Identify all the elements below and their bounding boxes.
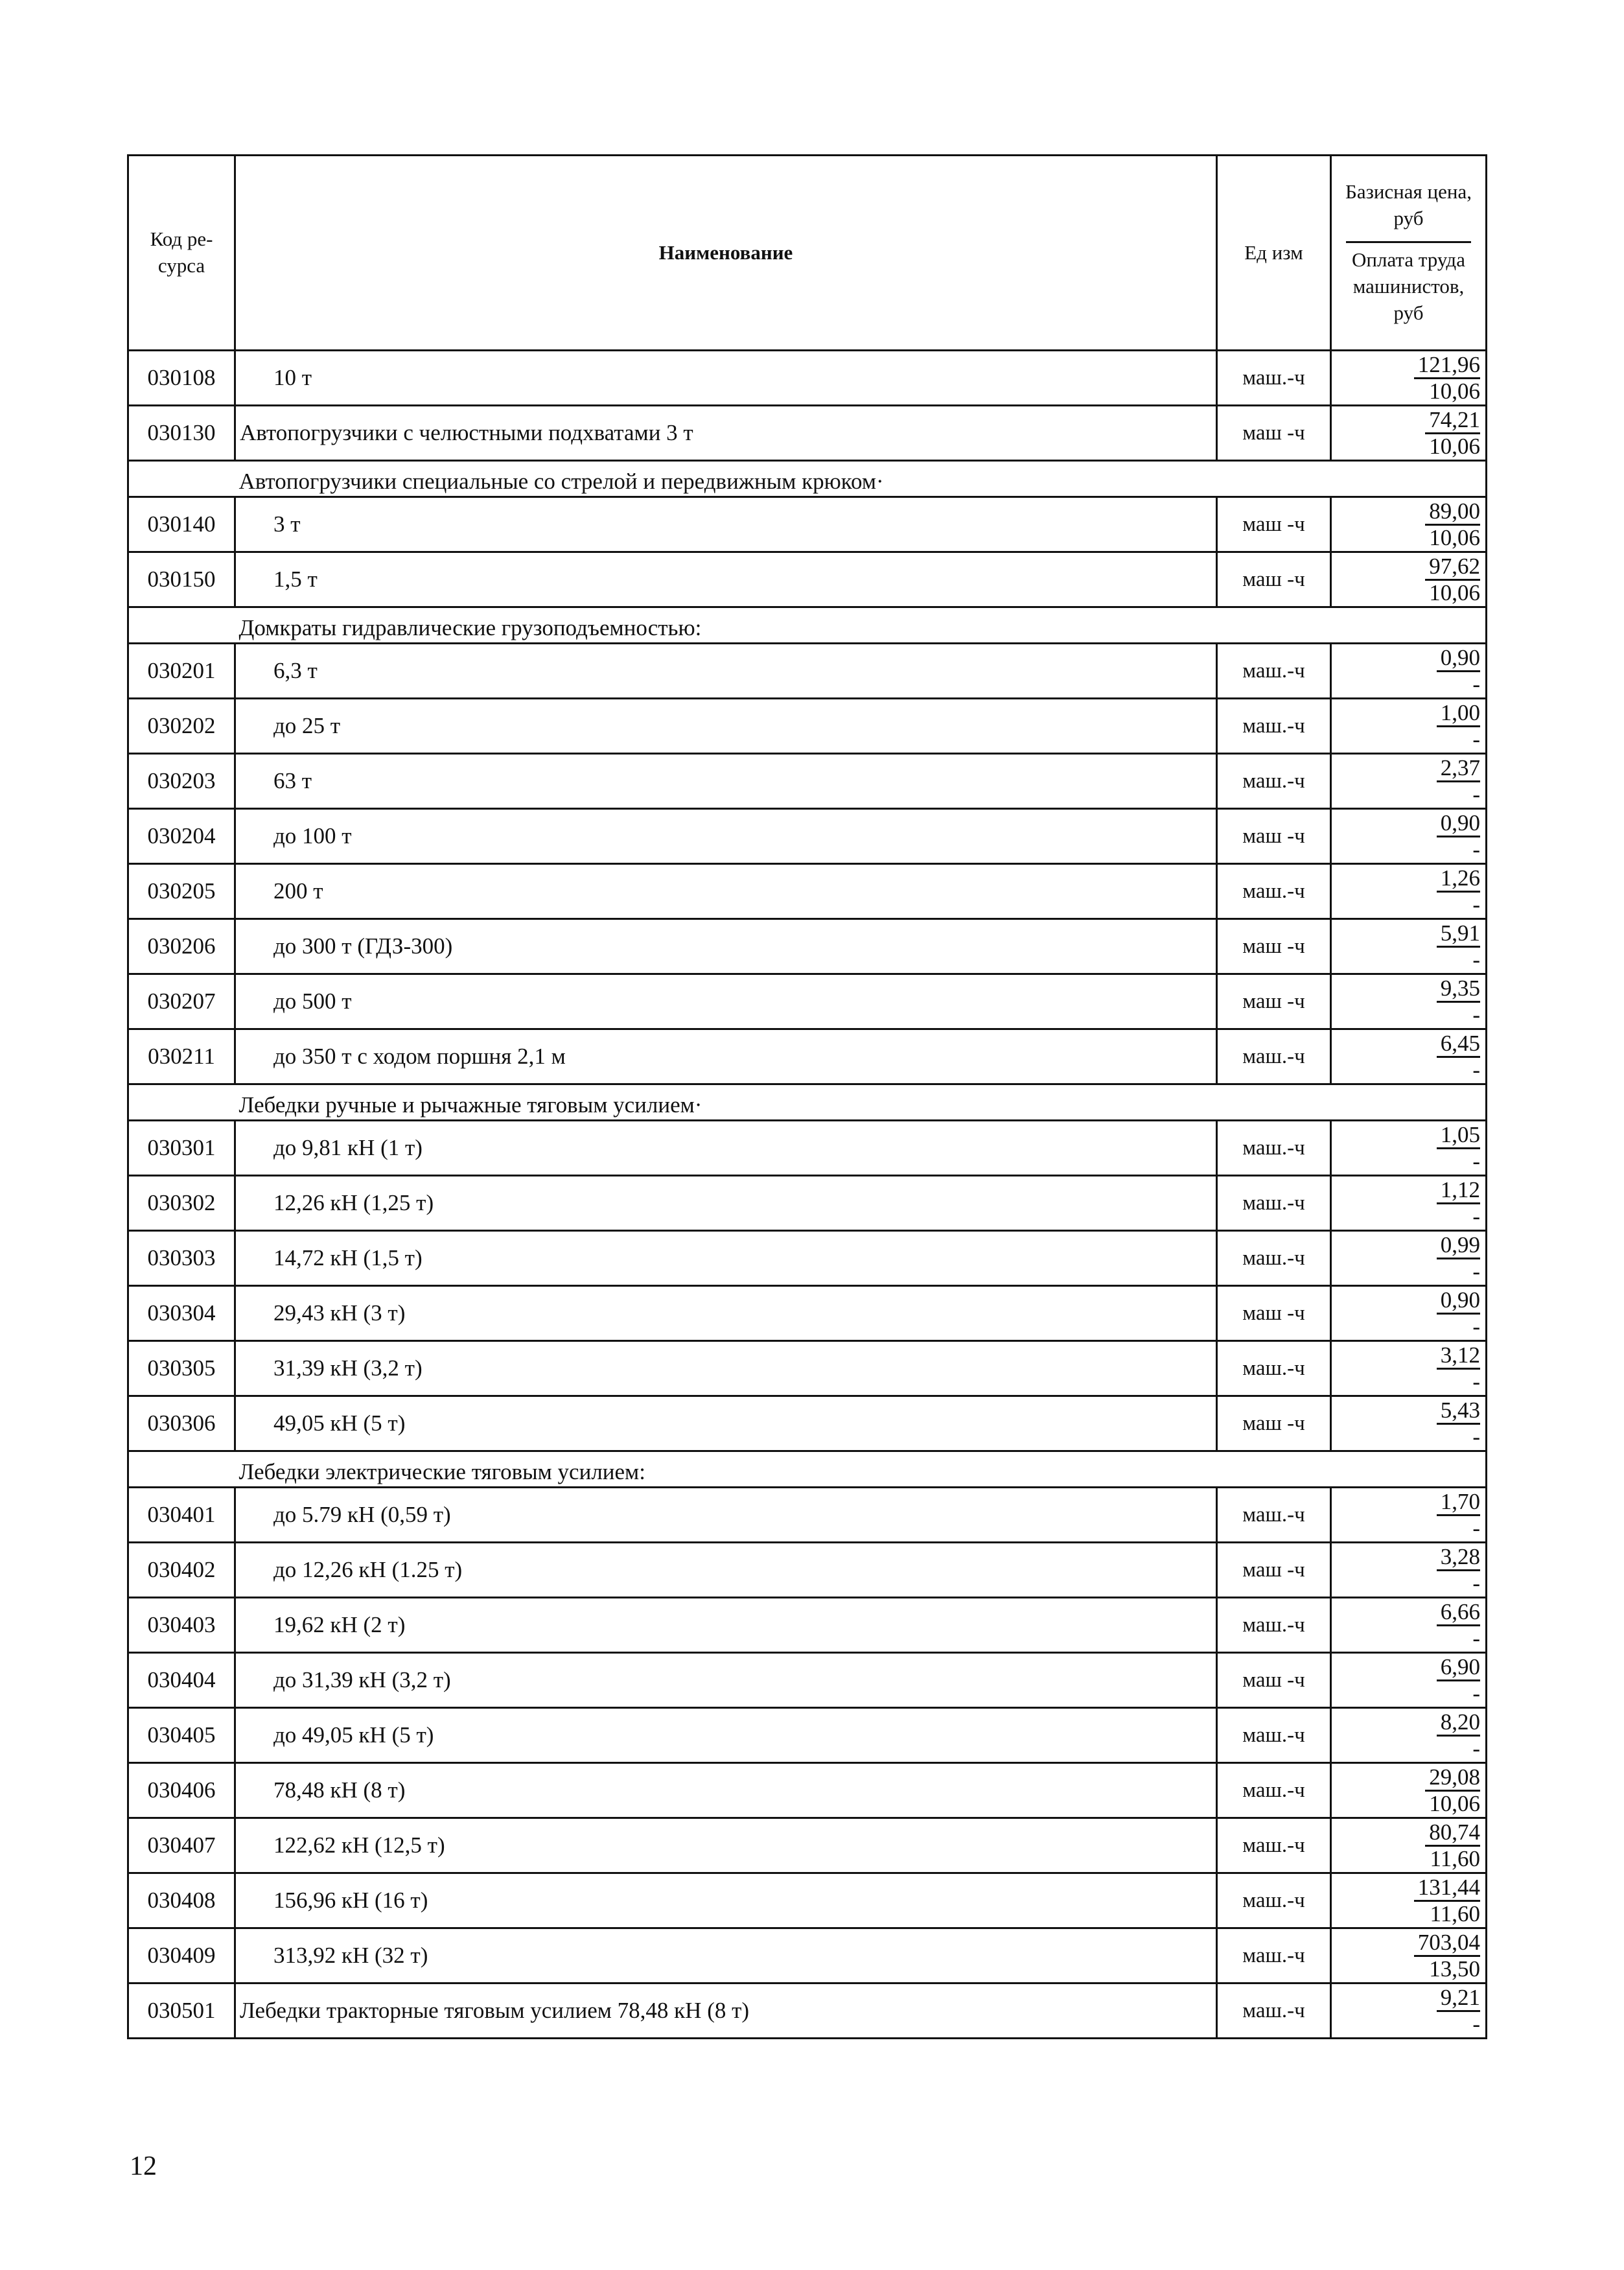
unit-of-measure: маш.-ч — [1217, 1231, 1331, 1286]
resource-price-table — [127, 154, 1487, 2039]
unit-of-measure: маш -ч — [1217, 1653, 1331, 1708]
table-row — [128, 1653, 1487, 1708]
unit-of-measure: маш -ч — [1217, 1543, 1331, 1598]
resource-code: 030108 — [128, 351, 235, 406]
resource-code: 030401 — [128, 1488, 235, 1543]
price-cell — [1331, 974, 1487, 1029]
base-price: 74,21 — [1425, 408, 1480, 434]
resource-code: 030205 — [128, 864, 235, 919]
base-price: 8,20 — [1437, 1710, 1480, 1737]
unit-of-measure: маш.-ч — [1217, 1928, 1331, 1983]
operator-labor-cost: - — [1472, 1148, 1480, 1174]
table-row — [128, 1029, 1487, 1084]
resource-name: 63 т — [235, 754, 1217, 809]
unit-of-measure: маш.-ч — [1217, 1176, 1331, 1231]
resource-code: 030409 — [128, 1928, 235, 1983]
unit-of-measure: маш.-ч — [1217, 1029, 1331, 1084]
resource-code: 030204 — [128, 809, 235, 864]
page-number: 12 — [130, 2151, 157, 2181]
resource-code: 030140 — [128, 497, 235, 552]
resource-code: 030207 — [128, 974, 235, 1029]
base-price: 6,90 — [1437, 1655, 1480, 1681]
unit-of-measure: маш.-ч — [1217, 1983, 1331, 2039]
operator-labor-cost: - — [1472, 1625, 1480, 1651]
resource-code: 030501 — [128, 1983, 235, 2039]
operator-labor-cost: - — [1472, 1001, 1480, 1027]
resource-code: 030407 — [128, 1818, 235, 1873]
resource-code: 030303 — [128, 1231, 235, 1286]
resource-code: 030211 — [128, 1029, 235, 1084]
operator-labor-cost: - — [1472, 726, 1480, 752]
table-row — [128, 1708, 1487, 1763]
base-price: 89,00 — [1425, 499, 1480, 526]
unit-of-measure: маш.-ч — [1217, 351, 1331, 406]
group-code-cell — [128, 1084, 235, 1121]
resource-name: Автопогрузчики с челюстными подхватами 3 т — [235, 406, 1217, 461]
resource-code: 030408 — [128, 1873, 235, 1928]
price-cell — [1331, 1598, 1487, 1653]
price-cell — [1331, 1176, 1487, 1231]
operator-labor-cost: 10,06 — [1429, 524, 1480, 550]
price-cell — [1331, 1341, 1487, 1396]
resource-name: 14,72 кН (1,5 т) — [235, 1231, 1217, 1286]
operator-labor-cost: - — [1472, 1735, 1480, 1761]
table-row — [128, 1286, 1487, 1341]
operator-labor-cost: 11,60 — [1430, 1845, 1480, 1871]
resource-name: 29,43 кН (3 т) — [235, 1286, 1217, 1341]
resource-code: 030201 — [128, 644, 235, 699]
group-header-row — [128, 1084, 1487, 1121]
unit-of-measure: маш -ч — [1217, 1396, 1331, 1451]
group-title: Домкраты гидравлические грузоподъемностью: — [235, 607, 1487, 644]
price-cell — [1331, 809, 1487, 864]
group-title: Лебедки ручные и рычажные тяговым усилием· — [235, 1084, 1487, 1121]
group-header-row — [128, 607, 1487, 644]
price-cell — [1331, 1231, 1487, 1286]
base-price: 6,45 — [1437, 1031, 1480, 1058]
header-operator-pay: Оплата труда машинистов, руб — [1352, 248, 1465, 324]
table-row — [128, 1543, 1487, 1598]
resource-code: 030302 — [128, 1176, 235, 1231]
unit-of-measure: маш.-ч — [1217, 644, 1331, 699]
operator-labor-cost: - — [1472, 671, 1480, 697]
operator-labor-cost: - — [1472, 1368, 1480, 1394]
unit-of-measure: маш.-ч — [1217, 1488, 1331, 1543]
unit-of-measure: маш -ч — [1217, 406, 1331, 461]
table-row — [128, 1928, 1487, 1983]
unit-of-measure: маш.-ч — [1217, 754, 1331, 809]
base-price: 1,05 — [1437, 1123, 1480, 1149]
group-code-cell — [128, 461, 235, 497]
unit-of-measure: маш.-ч — [1217, 1121, 1331, 1176]
price-cell — [1331, 1029, 1487, 1084]
base-price: 131,44 — [1414, 1875, 1480, 1902]
base-price: 0,90 — [1437, 1288, 1480, 1315]
resource-name: до 31,39 кН (3,2 т) — [235, 1653, 1217, 1708]
price-cell — [1331, 1928, 1487, 1983]
operator-labor-cost: 11,60 — [1430, 1901, 1480, 1926]
price-cell — [1331, 1653, 1487, 1708]
table-row — [128, 1341, 1487, 1396]
table-row — [128, 699, 1487, 754]
operator-labor-cost: 13,50 — [1429, 1956, 1480, 1982]
resource-name: Лебедки тракторные тяговым усилием 78,48 кН (8 т) — [235, 1983, 1217, 2039]
resource-name: 3 т — [235, 497, 1217, 552]
price-cell — [1331, 406, 1487, 461]
price-cell — [1331, 1763, 1487, 1818]
price-cell — [1331, 1983, 1487, 2039]
resource-name: до 300 т (ГДЗ-300) — [235, 919, 1217, 974]
operator-labor-cost: - — [1472, 1313, 1480, 1339]
resource-name: 12,26 кН (1,25 т) — [235, 1176, 1217, 1231]
header-unit: Ед изм — [1217, 156, 1331, 351]
base-price: 0,90 — [1437, 646, 1480, 672]
table-row — [128, 1598, 1487, 1653]
table-row — [128, 1818, 1487, 1873]
base-price: 80,74 — [1425, 1820, 1480, 1847]
unit-of-measure: маш.-ч — [1217, 1873, 1331, 1928]
unit-of-measure: маш -ч — [1217, 809, 1331, 864]
resource-name: 10 т — [235, 351, 1217, 406]
group-header-row — [128, 461, 1487, 497]
base-price: 5,43 — [1437, 1398, 1480, 1425]
table-row — [128, 351, 1487, 406]
table-row — [128, 864, 1487, 919]
operator-labor-cost: - — [1472, 1515, 1480, 1541]
base-price: 1,12 — [1437, 1178, 1480, 1204]
base-price: 1,00 — [1437, 701, 1480, 727]
operator-labor-cost: - — [1472, 781, 1480, 807]
resource-name: до 12,26 кН (1.25 т) — [235, 1543, 1217, 1598]
resource-code: 030206 — [128, 919, 235, 974]
table-row — [128, 1488, 1487, 1543]
unit-of-measure: маш -ч — [1217, 974, 1331, 1029]
resource-name: 49,05 кН (5 т) — [235, 1396, 1217, 1451]
resource-code: 030150 — [128, 552, 235, 607]
resource-name: 313,92 кН (32 т) — [235, 1928, 1217, 1983]
price-cell — [1331, 699, 1487, 754]
table-header-row — [128, 156, 1487, 351]
base-price: 3,12 — [1437, 1343, 1480, 1370]
table-row — [128, 497, 1487, 552]
price-cell — [1331, 1543, 1487, 1598]
unit-of-measure: маш.-ч — [1217, 1598, 1331, 1653]
price-cell — [1331, 1286, 1487, 1341]
price-table-sheet — [127, 154, 1485, 2039]
operator-labor-cost: - — [1472, 891, 1480, 917]
operator-labor-cost: 10,06 — [1429, 579, 1480, 605]
base-price: 29,08 — [1425, 1765, 1480, 1792]
price-cell — [1331, 552, 1487, 607]
unit-of-measure: маш -ч — [1217, 497, 1331, 552]
base-price: 97,62 — [1425, 554, 1480, 581]
price-cell — [1331, 644, 1487, 699]
base-price: 2,37 — [1437, 756, 1480, 782]
resource-code: 030406 — [128, 1763, 235, 1818]
resource-code: 030130 — [128, 406, 235, 461]
resource-name: 31,39 кН (3,2 т) — [235, 1341, 1217, 1396]
unit-of-measure: маш -ч — [1217, 552, 1331, 607]
operator-labor-cost: - — [1472, 1423, 1480, 1449]
resource-name: до 25 т — [235, 699, 1217, 754]
resource-code: 030202 — [128, 699, 235, 754]
base-price: 1,26 — [1437, 866, 1480, 893]
operator-labor-cost: - — [1472, 1680, 1480, 1706]
resource-code: 030305 — [128, 1341, 235, 1396]
table-row — [128, 1231, 1487, 1286]
resource-name: 156,96 кН (16 т) — [235, 1873, 1217, 1928]
unit-of-measure: маш.-ч — [1217, 1818, 1331, 1873]
header-name: Наименование — [235, 156, 1217, 351]
resource-name: до 350 т с ходом поршня 2,1 м — [235, 1029, 1217, 1084]
operator-labor-cost: - — [1472, 1203, 1480, 1229]
base-price: 703,04 — [1414, 1930, 1480, 1957]
price-cell — [1331, 1873, 1487, 1928]
group-title: Автопогрузчики специальные со стрелой и передвижным крюком· — [235, 461, 1487, 497]
resource-code: 030304 — [128, 1286, 235, 1341]
operator-labor-cost: - — [1472, 1057, 1480, 1082]
base-price: 5,91 — [1437, 921, 1480, 948]
resource-code: 030405 — [128, 1708, 235, 1763]
base-price: 6,66 — [1437, 1600, 1480, 1626]
unit-of-measure: маш -ч — [1217, 1286, 1331, 1341]
base-price: 1,70 — [1437, 1490, 1480, 1516]
table-row — [128, 974, 1487, 1029]
base-price: 0,90 — [1437, 811, 1480, 837]
price-cell — [1331, 1396, 1487, 1451]
table-row — [128, 1763, 1487, 1818]
resource-name: 122,62 кН (12,5 т) — [235, 1818, 1217, 1873]
resource-code: 030301 — [128, 1121, 235, 1176]
price-cell — [1331, 497, 1487, 552]
resource-name: до 5.79 кН (0,59 т) — [235, 1488, 1217, 1543]
table-row — [128, 1176, 1487, 1231]
resource-name: до 49,05 кН (5 т) — [235, 1708, 1217, 1763]
resource-name: до 500 т — [235, 974, 1217, 1029]
resource-code: 030203 — [128, 754, 235, 809]
price-cell — [1331, 1708, 1487, 1763]
operator-labor-cost: 10,06 — [1429, 378, 1480, 404]
table-row — [128, 1396, 1487, 1451]
resource-code: 030403 — [128, 1598, 235, 1653]
unit-of-measure: маш.-ч — [1217, 699, 1331, 754]
table-row — [128, 1983, 1487, 2039]
base-price: 0,99 — [1437, 1233, 1480, 1259]
table-row — [128, 1873, 1487, 1928]
price-cell — [1331, 1121, 1487, 1176]
resource-code: 030306 — [128, 1396, 235, 1451]
operator-labor-cost: 10,06 — [1429, 1790, 1480, 1816]
resource-name: 1,5 т — [235, 552, 1217, 607]
table-row — [128, 552, 1487, 607]
operator-labor-cost: - — [1472, 836, 1480, 862]
operator-labor-cost: 10,06 — [1429, 433, 1480, 459]
group-title: Лебедки электрические тяговым усилием: — [235, 1451, 1487, 1488]
table-row — [128, 754, 1487, 809]
price-cell — [1331, 351, 1487, 406]
operator-labor-cost: - — [1472, 1570, 1480, 1596]
operator-labor-cost: - — [1472, 2011, 1480, 2037]
table-row — [128, 644, 1487, 699]
price-cell — [1331, 1488, 1487, 1543]
unit-of-measure: маш.-ч — [1217, 1341, 1331, 1396]
price-cell — [1331, 1818, 1487, 1873]
header-code: Код ре- сурса — [128, 156, 235, 351]
price-cell — [1331, 754, 1487, 809]
resource-name: до 9,81 кН (1 т) — [235, 1121, 1217, 1176]
price-cell — [1331, 864, 1487, 919]
base-price: 9,35 — [1437, 976, 1480, 1003]
table-row — [128, 1121, 1487, 1176]
price-cell — [1331, 919, 1487, 974]
unit-of-measure: маш -ч — [1217, 919, 1331, 974]
resource-name: до 100 т — [235, 809, 1217, 864]
unit-of-measure: маш.-ч — [1217, 1763, 1331, 1818]
resource-code: 030402 — [128, 1543, 235, 1598]
unit-of-measure: маш.-ч — [1217, 864, 1331, 919]
resource-code: 030404 — [128, 1653, 235, 1708]
base-price: 9,21 — [1437, 1985, 1480, 2012]
resource-name: 19,62 кН (2 т) — [235, 1598, 1217, 1653]
table-row — [128, 406, 1487, 461]
resource-name: 78,48 кН (8 т) — [235, 1763, 1217, 1818]
operator-labor-cost: - — [1472, 1258, 1480, 1284]
operator-labor-cost: - — [1472, 946, 1480, 972]
header-base-price: Базисная цена, руб — [1345, 180, 1472, 230]
table-body — [128, 351, 1487, 2039]
table-row — [128, 919, 1487, 974]
resource-name: 6,3 т — [235, 644, 1217, 699]
base-price: 3,28 — [1437, 1545, 1480, 1571]
header-price — [1331, 156, 1487, 351]
group-code-cell — [128, 607, 235, 644]
table-row — [128, 809, 1487, 864]
group-code-cell — [128, 1451, 235, 1488]
group-header-row — [128, 1451, 1487, 1488]
unit-of-measure: маш.-ч — [1217, 1708, 1331, 1763]
header-price-divider — [1346, 241, 1471, 243]
base-price: 121,96 — [1414, 353, 1480, 379]
resource-name: 200 т — [235, 864, 1217, 919]
